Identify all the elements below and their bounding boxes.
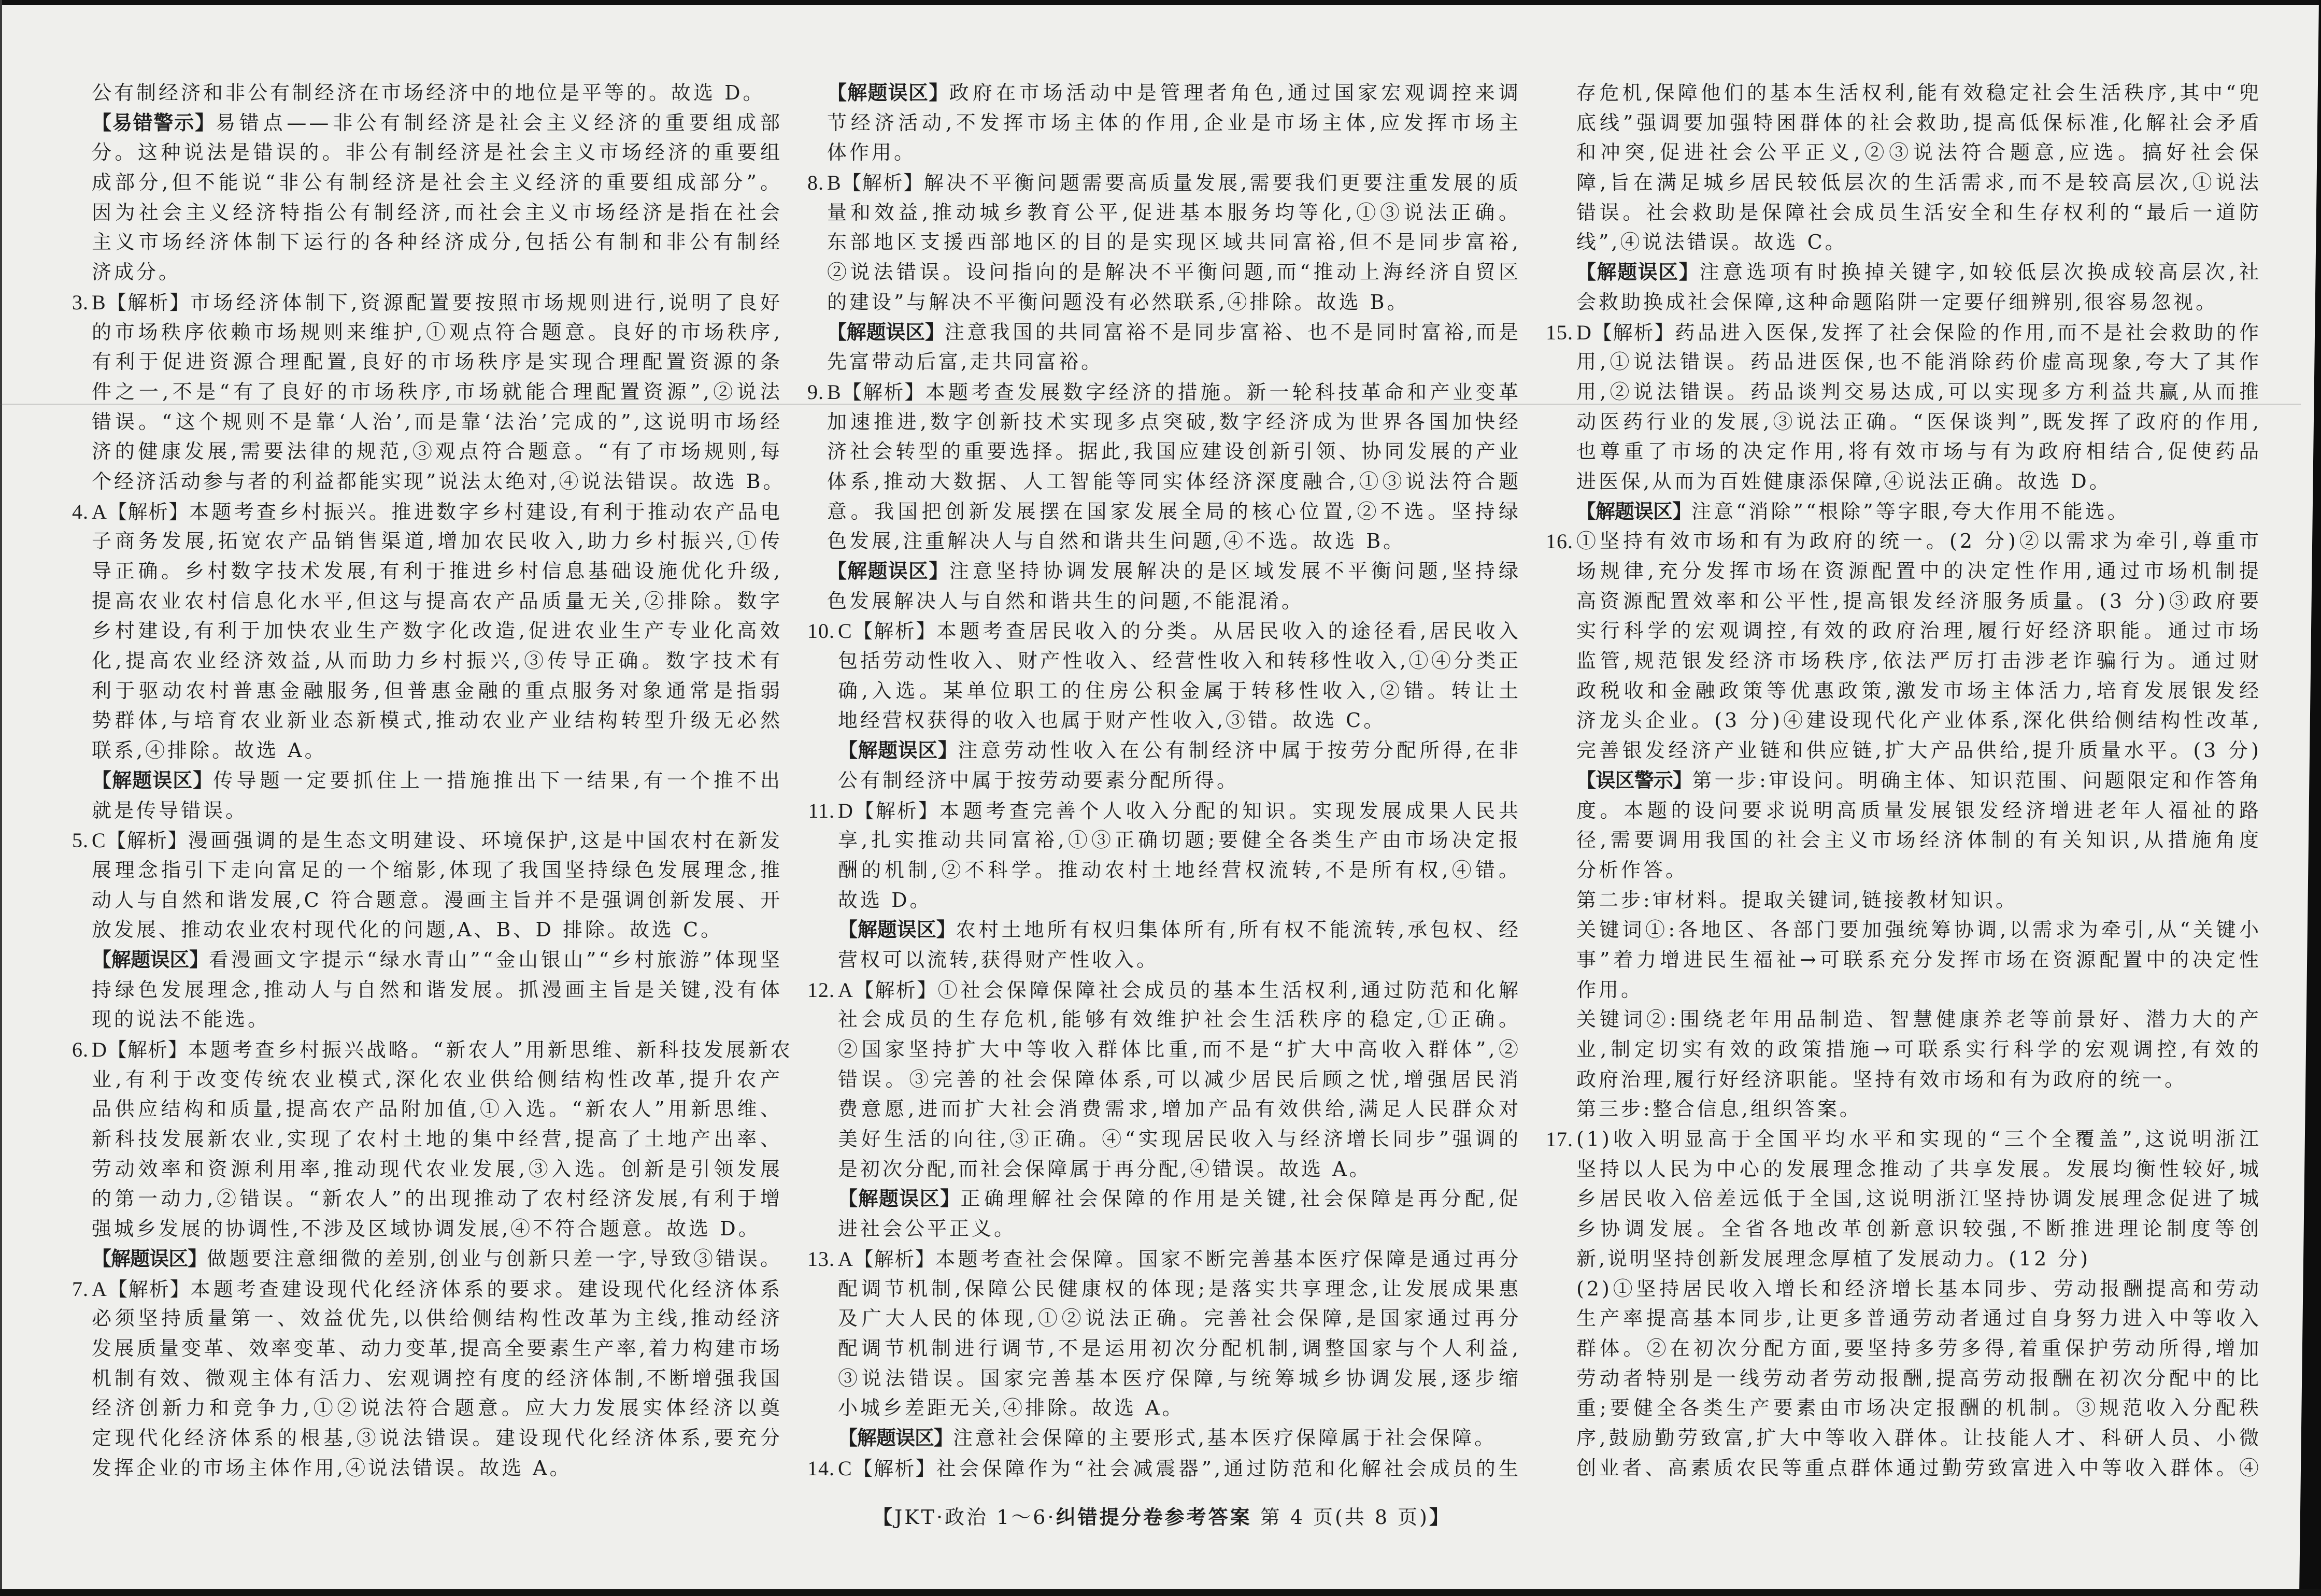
answer-choice: B <box>827 171 842 195</box>
pitfall-line <box>827 557 1521 587</box>
pitfall-label: 【解题误区】 <box>838 1187 961 1210</box>
text-line: 场规律,充分发挥市场在资源配置中的决定性作用,通过市场机制提 <box>1576 560 2261 582</box>
question-answer-line <box>72 497 782 527</box>
analysis-tag: 【解析】 <box>852 620 937 643</box>
text-line: 错误。社会救助是保障社会成员生活安全和生存权利的“最后一道防 <box>1576 201 2261 224</box>
text-line: 存危机,保障他们的基本生活权利,能有效稳定社会生活秩序,其中“兜 <box>1576 81 2261 104</box>
text-line: 错误。③完善的社会保障体系,可以减少居民后顾之忧,增强居民消 <box>838 1067 1521 1091</box>
line-text: 注意劳动性收入在公有制经济中属于按劳分配所得,在非 <box>958 739 1521 762</box>
analysis-tag: 【解析】 <box>1591 321 1675 344</box>
warning-line <box>92 108 782 138</box>
text-line: 高资源配置效率和公平性,提高银发经济服务质量。(3 分)③政府要 <box>1576 589 2261 612</box>
answer-choice: C <box>838 1456 852 1480</box>
text-line: 享,扎实推动共同富裕,①③正确切题;要健全各类生产由市场决定报 <box>838 829 1521 852</box>
text-line: 提高农业农村信息化水平,但这与提高农产品质量无关,②排除。数字 <box>92 589 782 612</box>
text-line: 酬的机制,②不科学。推动农村土地经营权流转,不是所有权,④错。 <box>838 858 1521 881</box>
answer-choice: A <box>838 978 853 1002</box>
line-text: 市场经济体制下,资源配置要按照市场规则进行,说明了良好 <box>190 291 782 314</box>
question-number: 7. <box>72 1277 89 1301</box>
question-answer-line <box>1546 526 2261 557</box>
footer-open-bracket: 【 <box>872 1506 894 1529</box>
question-number: 14. <box>807 1456 835 1480</box>
text-line: 业,制定切实有效的政策措施→可联系实行科学的宏观调控,有效的 <box>1576 1038 2261 1061</box>
line-text: 注意“消除”“根除”等字眼,夸大作用不能选。 <box>1691 500 2130 523</box>
answer-choice: D <box>838 799 853 822</box>
text-line: 坚持以人民为中心的发展理念推动了共享发展。发展均衡性较好,城 <box>1576 1157 2261 1180</box>
answer-column-2 <box>807 78 1521 1483</box>
text-line: 济的健康发展,需要法律的规范,③观点符合题意。“有了市场规则,每 <box>92 440 782 463</box>
footer-page-number: 第 4 页(共 8 页) <box>1251 1506 1429 1529</box>
text-line: 费意愿,进而扩大社会消费需求,增加产品有效供给,满足人民群众对 <box>838 1098 1521 1121</box>
pitfall-label: 【解题误区】 <box>92 768 213 792</box>
text-line: 乡协调发展。全省各地改革创新意识较强,不断推进理论制度等创 <box>1576 1217 2261 1241</box>
text-line: 乡村建设,有利于加快农业生产数字化改造,促进农业生产专业化高效 <box>92 619 782 643</box>
warning-label: 【易错警示】 <box>92 111 216 134</box>
text-line: 强城乡发展的协调性,不涉及区域协调发展,④不符合题意。故选 D。 <box>92 1217 761 1241</box>
question-answer-line <box>807 1244 1521 1274</box>
text-line: 动医药行业的发展,③说法正确。“医保谈判”,既发挥了政府的作用, <box>1576 410 2261 433</box>
line-text: 药品进入医保,发挥了社会保险的作用,而不是社会救助的作 <box>1675 321 2261 344</box>
text-line: 节经济活动,不发挥市场主体的作用,企业是市场主体,应发挥市场主 <box>827 111 1521 134</box>
text-line: 放发展、推动农业农村现代化的问题,A、B、D 排除。故选 C。 <box>92 918 723 942</box>
pitfall-line <box>827 78 1521 108</box>
analysis-tag: 【解析】 <box>106 291 191 314</box>
text-line: 营权可以流转,获得财产性收入。 <box>838 948 1159 971</box>
pitfall-line <box>827 318 1521 348</box>
text-line: 利于驱动农村普惠金融服务,但普惠金融的重点服务对象通常是指弱 <box>92 679 782 702</box>
line-text: ①坚持有效市场和有为政府的统一。(2 分)②以需求为牵引,尊重市 <box>1576 530 2261 553</box>
keyword-line: 关键词②:围绕老年用品制造、智慧健康养老等前景好、潜力大的产 <box>1576 1008 2261 1031</box>
answer-choice: B <box>92 290 106 314</box>
question-answer-line <box>807 377 1521 407</box>
pitfall-label: 【解题误区】 <box>838 1426 953 1449</box>
text-line: 用,②说法错误。药品谈判交易达成,可以实现多方利益共赢,从而推 <box>1576 380 2261 403</box>
text-line: 体作用。 <box>827 141 917 164</box>
line-text: ①社会保障保障社会成员的基本生活权利,通过防范和化解 <box>937 978 1521 1002</box>
text-line: 东部地区支援西部地区的目的是实现区域共同富裕,但不是同步富裕, <box>827 231 1521 254</box>
pitfall-line <box>838 1423 1521 1454</box>
text-line: 序,鼓励勤劳致富,扩大中等收入群体。让技能人才、科研人员、小微 <box>1576 1426 2261 1449</box>
question-answer-line <box>72 1274 782 1304</box>
text-line: 监管,规范银发经济市场秩序,依法严厉打击涉老诈骗行为。通过财 <box>1576 649 2261 673</box>
text-line: 完善银发经济产业链和供应链,扩大产品供给,提升质量水平。(3 分) <box>1576 739 2261 762</box>
footer-close-bracket: 】 <box>1429 1506 1451 1529</box>
text-line: 定现代化经济体系的根基,③说法错误。建设现代化经济体系,要充分 <box>92 1426 782 1449</box>
question-number: 5. <box>72 829 89 852</box>
scan-left-border <box>0 0 2 1596</box>
text-line: 故选 D。 <box>838 888 932 911</box>
footer-series: JKT·政治 1～6· <box>894 1506 1056 1529</box>
footer-title: 纠错提分卷参考答案 <box>1056 1506 1252 1529</box>
answer-choice: B <box>827 380 842 404</box>
text-line: 的建设”与解决不平衡问题没有必然联系,④排除。故选 B。 <box>827 290 1409 314</box>
scan-bottom-border <box>0 1589 2321 1596</box>
text-line: 是初次分配,而社会保障属于再分配,④错误。故选 A。 <box>838 1157 1372 1180</box>
text-line: 径,需要调用我国的社会主义市场经济体制的有关知识,从措施角度 <box>1576 829 2261 852</box>
text-line: 因为社会主义经济特指公有制经济,而社会主义市场经济是指在社会 <box>92 201 782 224</box>
text-line: 社会成员的生存危机,能够有效维护社会生活秩序的稳定,①正确。 <box>838 1008 1521 1031</box>
pitfall-line <box>92 945 782 975</box>
text-line: 生产率提高基本同步,让更多普通劳动者通过自身努力进入中等收入 <box>1576 1307 2261 1330</box>
text-line: 展理念指引下走向富足的一个缩影,体现了我国坚持绿色发展理念,推 <box>92 858 782 881</box>
text-line: 济成分。 <box>92 261 181 284</box>
analysis-tag: 【解析】 <box>106 829 188 852</box>
text-line: 品供应结构和质量,提高农产品附加值,①入选。“新农人”用新思维、 <box>92 1098 782 1121</box>
answer-column-1 <box>72 78 793 1483</box>
text-line: 机制有效、微观主体有活力、宏观调控有度的经济体制,不断增强我国 <box>92 1366 782 1390</box>
text-line: 小城乡差距无关,④排除。故选 A。 <box>838 1396 1185 1420</box>
step-line: 第二步:审材料。提取关键词,链接教材知识。 <box>1576 888 2018 911</box>
answer-choice: A <box>92 500 107 523</box>
line-text: 本题考查建设现代化经济体系的要求。建设现代化经济体系 <box>190 1277 782 1301</box>
question-answer-line <box>807 616 1521 646</box>
line-text: 本题考查社会保障。国家不断完善基本医疗保障是通过再分 <box>935 1247 1521 1271</box>
text-line: 量和效益,推动城乡教育公平,促进基本服务均等化,①③说法正确。 <box>827 201 1521 224</box>
answer-choice: D <box>92 1038 107 1061</box>
text-line: 化,提高农业经济效益,从而助力乡村振兴,③传导正确。数字技术有 <box>92 649 782 673</box>
text-line: 必须坚持质量第一、效益优先,以供给侧结构性改革为主线,推动经济 <box>92 1307 782 1330</box>
text-line: 的市场秩序依赖市场规则来维护,①观点符合题意。良好的市场秩序, <box>92 320 782 344</box>
text-line: 势群体,与培育农业新业态新模式,推动农业产业结构转型升级无必然 <box>92 709 782 732</box>
text-line: 也尊重了市场的决定作用,将有效市场与有为政府相结合,促使药品 <box>1576 440 2261 463</box>
text-line: 动人与自然和谐发展,C 符合题意。漫画主旨并不是强调创新发展、开 <box>92 888 782 911</box>
text-line: ②国家坚持扩大中等收入群体比重,而不是“扩大中高收入群体”,② <box>838 1038 1521 1061</box>
answer-choice: A <box>838 1247 853 1271</box>
line-text: 做题要注意细微的差别,创业与创新只差一字,导致③错误。 <box>207 1247 782 1270</box>
text-line: 分。这种说法是错误的。非公有制经济是社会主义市场经济的重要组 <box>92 141 782 164</box>
line-text: (1)收入明显高于全国平均水平和实现的“三个全覆盖”,这说明浙江 <box>1576 1128 2261 1151</box>
question-answer-line <box>808 796 1521 826</box>
text-line: 线”,④说法错误。故选 C。 <box>1576 231 1847 254</box>
question-number: 13. <box>807 1247 835 1271</box>
pitfall-label: 【解题误区】 <box>1576 500 1692 523</box>
line-text: 传导题一定要抓住上一措施推出下一结果,有一个推不出 <box>213 768 782 792</box>
analysis-tag: 【解析】 <box>841 172 924 195</box>
text-line: 底线”强调要加强特困群体的社会救助,提高低保标准,化解社会矛盾 <box>1576 111 2261 134</box>
question-number: 4. <box>72 500 89 523</box>
text-line: 先富带动后富,走共同富裕。 <box>827 350 1104 374</box>
line-text: 注意选项有时换掉关键字,如较低层次换成较高层次,社 <box>1699 261 2261 284</box>
question-number: 17. <box>1546 1128 1573 1151</box>
text-line: 进社会公平正义。 <box>838 1217 1017 1241</box>
text-line: 重;要健全各类生产要素由市场决定报酬的机制。③规范收入分配秩 <box>1576 1396 2261 1420</box>
text-line: 子商务发展,拓宽农产品销售渠道,增加农民收入,助力乡村振兴,①传 <box>92 530 782 553</box>
pitfall-line <box>838 915 1521 945</box>
text-line: 公有制经济中属于按劳动要素分配所得。 <box>838 768 1240 792</box>
line-text: 注意我国的共同富裕不是同步富裕、也不是同时富裕,而是 <box>944 320 1521 344</box>
question-number: 9. <box>807 380 824 404</box>
line-text: 第一步:审设问。明确主体、知识范围、问题限定和作答角 <box>1692 768 2261 792</box>
pitfall-line <box>1576 258 2261 288</box>
pitfall-label: 【解题误区】 <box>1576 261 1700 284</box>
answer-choice: A <box>92 1277 107 1301</box>
pitfall-line <box>1576 497 2261 527</box>
line-text: 本题考查乡村振兴。推进数字乡村建设,有利于推动农产品电 <box>189 500 782 523</box>
text-line: 色发展,注重解决人与自然和谐共生问题,④不选。故选 B。 <box>827 530 1406 553</box>
analysis-tag: 【解析】 <box>852 1457 936 1480</box>
pitfall-line <box>92 1244 782 1274</box>
text-line: 济社会转型的重要选择。据此,我国应建设创新引领、协同发展的产业 <box>827 440 1521 463</box>
line-text: 本题考查乡村振兴战略。“新农人”用新思维、新科技发展新农 <box>188 1038 793 1061</box>
pitfall-label: 【解题误区】 <box>827 81 949 104</box>
answer-choice: D <box>1576 320 1592 344</box>
text-line: 加速推进,数字创新技术实现多点突破,数字经济成为世界各国加快经 <box>827 410 1521 433</box>
text-line: 色发展解决人与自然和谐共生的问题,不能混淆。 <box>827 589 1304 612</box>
question-answer-line <box>72 288 782 318</box>
text-line: 政府治理,履行好经济职能。坚持有效市场和有为政府的统一。 <box>1576 1067 2187 1091</box>
text-line: 个经济活动参与者的利益都能实现”说法太绝对,④说法错误。故选 B。 <box>92 469 786 493</box>
text-line: 确,入选。某单位职工的住房公积金属于转移性收入,②错。转让土 <box>838 679 1521 702</box>
text-line: 有利于促进资源合理配置,良好的市场秩序是实现合理配置资源的条 <box>92 350 782 374</box>
text-line: 导正确。乡村数字技术发展,有利于推进乡村信息基础设施优化升级, <box>92 560 782 582</box>
text-line: ③说法错误。国家完善基本医疗保障,与统筹城乡协调发展,逐步缩 <box>838 1366 1521 1390</box>
page-footer <box>803 1503 1521 1533</box>
pitfall-line <box>838 1184 1521 1214</box>
text-line: 发挥企业的市场主体作用,④说法错误。故选 A。 <box>92 1456 572 1479</box>
line-text: 本题考查发展数字经济的措施。新一轮科技革命和产业变革 <box>925 380 1521 404</box>
answer-choice: C <box>838 619 852 643</box>
text-line: 主义市场经济体制下运行的各种经济成分,包括公有制和非公有制经 <box>92 231 782 254</box>
line-text: 易错点——非公有制经济是社会主义经济的重要组成部 <box>215 111 782 134</box>
line-text: 农村土地所有权归集体所有,所有权不能流转,承包权、经 <box>956 918 1521 942</box>
analysis-tag: 【解析】 <box>853 1247 936 1271</box>
line-text: 解决不平衡问题需要高质量发展,需要我们更要注重发展的质 <box>923 172 1521 195</box>
question-number: 6. <box>72 1038 89 1061</box>
text-line: 劳动效率和资源利用率,推动现代农业发展,③入选。创新是引领发展 <box>92 1157 782 1180</box>
pitfall-line <box>92 766 782 796</box>
text-line: 及广大人民的体现,①②说法正确。完善社会保障,是国家通过再分 <box>838 1307 1521 1330</box>
question-answer-line <box>807 168 1521 198</box>
text-line: 事”着力增进民生福祉→可联系充分发挥市场在资源配置中的决定性 <box>1576 948 2261 971</box>
text-line: 就是传导错误。 <box>92 799 248 822</box>
text-line: 地经营权获得的收入也属于财产性收入,③错。故选 C。 <box>838 709 1386 732</box>
text-line: 的第一动力,②错误。“新农人”的出现推动了农村经济发展,有利于增 <box>92 1187 782 1210</box>
text-line: 群体。②在初次分配方面,要坚持多劳多得,着重保护劳动所得,增加 <box>1576 1336 2261 1360</box>
text-line: 劳动者特别是一线劳动者劳动报酬,提高劳动报酬在初次分配中的比 <box>1576 1366 2261 1390</box>
analysis-tag: 【解析】 <box>853 799 939 822</box>
text-line: 障,旨在满足城乡居民较低层次的生活需求,而不是较高层次,①说法 <box>1576 171 2261 194</box>
line-text: 政府在市场活动中是管理者角色,通过国家宏观调控来调 <box>949 81 1521 104</box>
analysis-tag: 【解析】 <box>841 380 925 404</box>
pitfall-line <box>838 736 1521 766</box>
line-text: 社会保障作为“社会减震器”,通过防范和化解社会成员的生 <box>936 1457 1521 1480</box>
question-answer-line <box>72 1035 793 1065</box>
question-number: 11. <box>808 799 835 822</box>
text-line: 政税收和金融政策等优惠政策,激发市场主体活力,培育发展银发经 <box>1576 679 2261 702</box>
text-line: 联系,④排除。故选 A。 <box>92 739 327 762</box>
question-number: 15. <box>1546 320 1573 344</box>
line-text: 正确理解社会保障的作用是关键,社会保障是再分配,促 <box>960 1187 1521 1210</box>
question-number: 12. <box>807 978 835 1002</box>
text-line: 现的说法不能选。 <box>92 1008 270 1031</box>
text-line: 持绿色发展理念,推动人与自然和谐发展。抓漫画主旨是关键,没有体 <box>92 978 782 1001</box>
step-line: 第三步:整合信息,组织答案。 <box>1576 1098 1862 1121</box>
line-text: 看漫画文字提示“绿水青山”“金山银山”“乡村旅游”体现坚 <box>208 948 782 971</box>
text-line: 包括劳动性收入、财产性收入、经营性收入和转移性收入,①④分类正 <box>838 649 1521 673</box>
pitfall-label: 【解题误区】 <box>92 1247 207 1270</box>
text-line: 分析作答。 <box>1576 858 1688 881</box>
text-line: 错误。“这个规则不是靠‘人治’,而是靠‘法治’完成的”,这说明市场经 <box>92 410 782 433</box>
analysis-tag: 【解析】 <box>107 1277 191 1301</box>
text-line: 济龙头企业。(3 分)④建设现代化产业体系,深化供给侧结构性改革, <box>1576 709 2261 732</box>
line-text: 注意社会保障的主要形式,基本医疗保障属于社会保障。 <box>953 1426 1497 1449</box>
text-line: 和冲突,促进社会公平正义,②③说法符合题意,应选。搞好社会保 <box>1576 141 2261 164</box>
scan-top-border <box>0 0 2321 5</box>
pitfall-label: 【解题误区】 <box>827 320 945 344</box>
text-line: 乡居民收入倍差远低于全国,这说明浙江坚持协调发展理念促进了城 <box>1576 1187 2261 1210</box>
line-text: 本题考查完善个人收入分配的知识。实现发展成果人民共 <box>939 799 1521 822</box>
scan-right-border <box>2296 0 2321 1596</box>
text-line: (2)①坚持居民收入增长和经济增长基本同步、劳动报酬提高和劳动 <box>1576 1277 2261 1300</box>
analysis-tag: 【解析】 <box>107 1038 188 1061</box>
text-line: 件之一,不是“有了良好的市场秩序,市场就能合理配置资源”,②说法 <box>92 380 782 403</box>
text-line: 创业者、高素质农民等重点群体通过勤劳致富进入中等收入群体。④ <box>1576 1456 2261 1479</box>
text-line: 发展质量变革、效率变革、动力变革,提高全要素生产率,着力构建市场 <box>92 1336 782 1360</box>
text-line: 用,①说法错误。药品进医保,也不能消除药价虚高现象,夸大了其作 <box>1576 350 2261 374</box>
pitfall-label: 【解题误区】 <box>827 560 949 582</box>
analysis-tag: 【解析】 <box>853 978 938 1002</box>
line-text: 漫画强调的是生态文明建设、环境保护,这是中国农村在新发 <box>188 829 782 852</box>
warning-line <box>1576 766 2261 796</box>
text-line: 经济创新力和竞争力,①②说法符合题意。应大力发展实体经济以奠 <box>92 1396 782 1420</box>
question-answer-line <box>807 975 1521 1005</box>
text-line: 业,有利于改变传统农业模式,深化农业供给侧结构性改革,提升农产 <box>92 1067 782 1091</box>
question-number: 8. <box>807 171 824 195</box>
text-line: 体系,推动大数据、人工智能等同实体经济深度融合,①③说法符合题 <box>827 469 1521 493</box>
line-text: 本题考查居民收入的分类。从居民收入的途径看,居民收入 <box>936 620 1521 643</box>
analysis-tag: 【解析】 <box>107 500 189 523</box>
pitfall-label: 【解题误区】 <box>92 948 209 971</box>
text-line: 作用。 <box>1576 978 1644 1001</box>
line-text: 注意坚持协调发展解决的是区域发展不平衡问题,坚持绿 <box>949 560 1521 582</box>
question-answer-line <box>72 825 782 856</box>
question-answer-line <box>1546 1124 2261 1155</box>
text-line: 进医保,从而为百姓健康添保障,④说法正确。故选 D。 <box>1576 469 2112 493</box>
text-line: 新科技发展新农业,实现了农村土地的集中经营,提高了土地产出率、 <box>92 1128 782 1151</box>
question-number: 10. <box>807 619 835 643</box>
pitfall-label: 【解题误区】 <box>838 918 956 942</box>
text-line: 公有制经济和非公有制经济在市场经济中的地位是平等的。故选 D。 <box>92 81 765 104</box>
text-line: 意。我国把创新发展摆在国家发展全局的核心位置,②不选。坚持绿 <box>827 500 1521 523</box>
text-line: 会救助换成社会保障,这种命题陷阱一定要仔细辨别,很容易忽视。 <box>1576 290 2218 314</box>
text-line: 配调节机制,保障公民健康权的体现;是落实共享理念,让发展成果惠 <box>838 1277 1521 1300</box>
question-answer-line <box>807 1454 1521 1484</box>
text-line: 实行科学的宏观调控,有效的政府治理,履行好经济职能。通过市场 <box>1576 619 2261 643</box>
text-line: ②说法错误。设问指向的是解决不平衡问题,而“推动上海经济自贸区 <box>827 261 1521 284</box>
text-line: 新,说明坚持创新发展理念厚植了发展动力。(12 分) <box>1576 1247 2091 1270</box>
text-line: 成部分,但不能说“非公有制经济是社会主义经济的重要组成部分”。 <box>92 171 782 194</box>
text-line: 度。本题的设问要求说明高质量发展银发经济增进老年人福祉的路 <box>1576 799 2261 822</box>
question-number: 3. <box>72 290 89 314</box>
text-line: 配调节机制进行调节,不是运用初次分配机制,调整国家与个人利益, <box>838 1336 1521 1360</box>
pitfall-label: 【解题误区】 <box>838 739 958 762</box>
warning-label: 【误区警示】 <box>1576 768 1692 792</box>
answer-column-3 <box>1546 78 2261 1483</box>
question-number: 16. <box>1546 530 1573 553</box>
question-answer-line <box>1546 318 2261 348</box>
answer-choice: C <box>92 829 106 852</box>
keyword-line: 关键词①:各地区、各部门要加强统筹协调,以需求为牵引,从“关键小 <box>1576 918 2261 942</box>
text-line: 美好生活的向往,③正确。④“实现居民收入与经济增长同步”强调的 <box>838 1128 1521 1151</box>
